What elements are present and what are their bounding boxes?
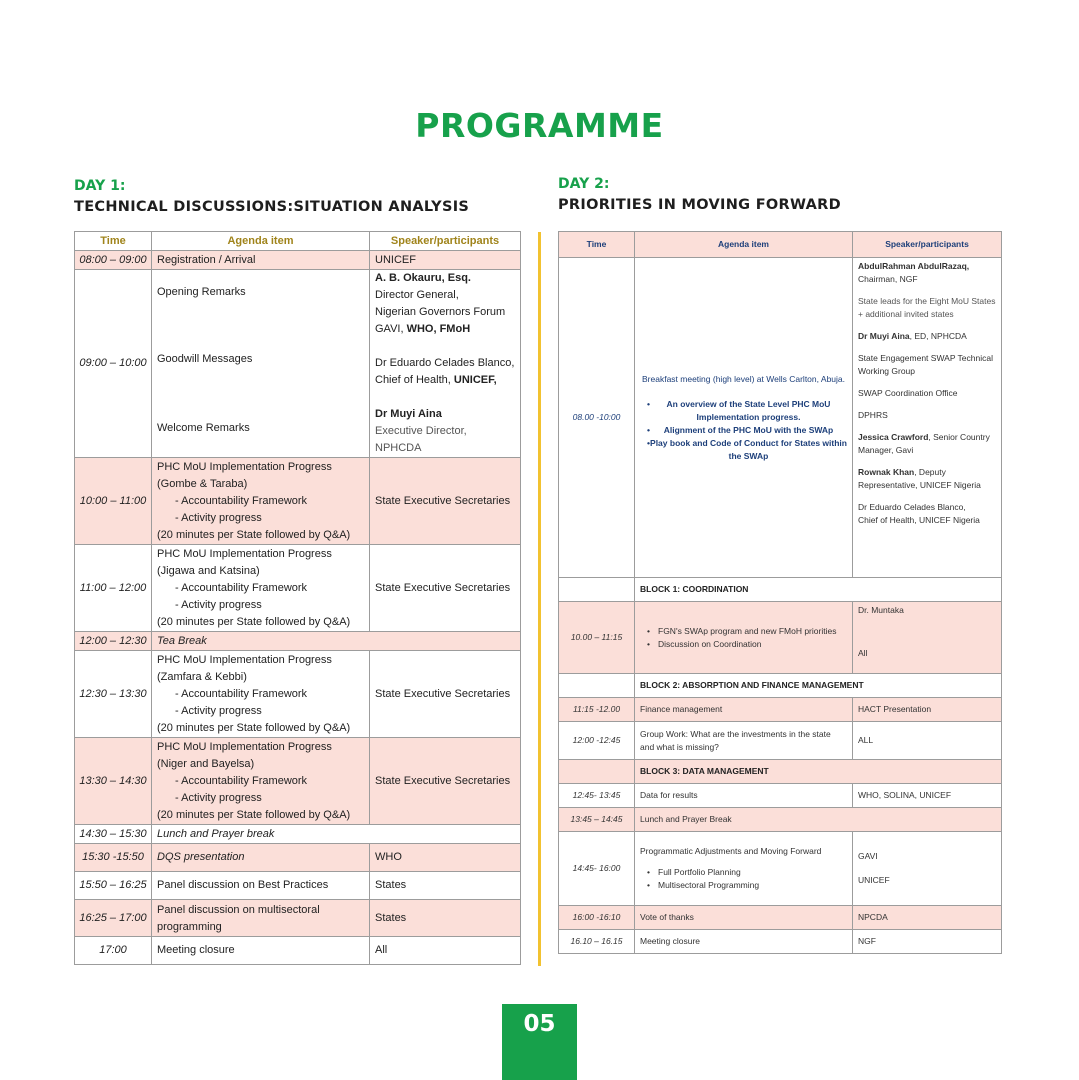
speaker-role <box>375 372 515 389</box>
agenda-note: (20 minutes per State followed by Q&A) <box>157 808 351 821</box>
row-agenda <box>152 651 370 738</box>
row-agenda: Tea Break <box>152 632 521 651</box>
row-speaker: NGF <box>853 930 1002 954</box>
table-row <box>75 900 521 937</box>
row-speaker: States <box>370 872 521 900</box>
row-speaker: All <box>370 937 521 965</box>
speaker-role: Chairman, NGF <box>858 274 918 284</box>
day2-heading <box>558 174 841 216</box>
list-item: • Alignment of the PHC MoU with the SWAp <box>640 424 847 437</box>
row-time: 10.00 – 11:15 <box>559 602 635 674</box>
header-time: Time <box>559 232 635 258</box>
agenda-subitem: - Accountability Framework <box>175 494 308 507</box>
table-row <box>559 602 1002 674</box>
table-row <box>75 270 521 458</box>
speaker-entry: State leads for the Eight MoU States + additional invited states <box>858 296 996 319</box>
row-time: 08:00 – 09:00 <box>75 251 152 270</box>
welcome-remarks: Welcome Remarks <box>157 422 250 434</box>
speaker-celades: Dr Eduardo Celades Blanco, <box>375 357 515 369</box>
block-finance: BLOCK 2: ABSORPTION AND FINANCE MANAGEMENT <box>635 674 1002 698</box>
agenda-list <box>640 866 847 892</box>
row-speaker <box>853 832 1002 906</box>
row-time: 15:50 – 16:25 <box>75 872 152 900</box>
speaker-orgs-b: WHO, FMoH <box>406 323 471 335</box>
row-agenda: Lunch and Prayer Break <box>635 808 1002 832</box>
speaker-name: All <box>858 648 868 658</box>
list-item: • Play book and Code of Conduct for States within the SWAp <box>640 437 847 463</box>
row-agenda: Panel discussion on multisectoral programming <box>152 900 370 937</box>
row-time: 16:00 -16:10 <box>559 906 635 930</box>
table-row <box>75 738 521 825</box>
row-agenda: Vote of thanks <box>635 906 853 930</box>
header-speaker: Speaker/participants <box>370 232 521 251</box>
speaker-role-b: UNICEF, <box>453 374 497 386</box>
column-divider <box>538 232 541 966</box>
row-speaker: ALL <box>853 722 1002 760</box>
day1-label: DAY 1: <box>74 178 126 194</box>
speaker-entry: State Engagement SWAP Technical Working Group <box>858 353 993 376</box>
row-speaker: State Executive Secretaries <box>370 738 521 825</box>
row-speaker: States <box>370 900 521 937</box>
agenda-subitem: - Activity progress <box>175 791 262 804</box>
table-row <box>75 458 521 545</box>
page-number-badge <box>502 1004 577 1080</box>
agenda-subitem: - Activity progress <box>175 704 262 717</box>
row-agenda <box>152 545 370 632</box>
row-agenda: Lunch and Prayer break <box>152 825 521 844</box>
table-row <box>75 872 521 900</box>
speaker-entry <box>858 501 996 527</box>
agenda-note: (20 minutes per State followed by Q&A) <box>157 721 351 734</box>
row-time: 11:00 – 12:00 <box>75 545 152 632</box>
agenda-list <box>640 398 847 463</box>
block-data: BLOCK 3: DATA MANAGEMENT <box>635 760 1002 784</box>
row-agenda <box>635 832 853 906</box>
day1-subtitle: TECHNICAL DISCUSSIONS:SITUATION ANALYSIS <box>74 199 470 215</box>
speaker-entry: SWAP Coordination Office <box>858 388 958 398</box>
row-time: 15:30 -15:50 <box>75 844 152 872</box>
row-agenda <box>635 602 853 674</box>
row-time: 10:00 – 11:00 <box>75 458 152 545</box>
table-row <box>559 832 1002 906</box>
table-row <box>75 651 521 738</box>
row-time: 12:45- 13:45 <box>559 784 635 808</box>
speaker-role-a: Chief of Health, <box>375 374 454 386</box>
speaker-entry <box>858 260 996 286</box>
row-agenda: Panel discussion on Best Practices <box>152 872 370 900</box>
table-row <box>75 545 521 632</box>
day1-heading <box>74 176 469 218</box>
agenda-subitem: - Accountability Framework <box>175 774 308 787</box>
row-speaker: State Executive Secretaries <box>370 458 521 545</box>
table-row <box>559 906 1002 930</box>
row-speaker: NPCDA <box>853 906 1002 930</box>
agenda-subitem: - Activity progress <box>175 511 262 524</box>
speaker-aina: Dr Muyi Aina <box>375 408 442 420</box>
row-time: 13:45 – 14:45 <box>559 808 635 832</box>
row-speaker <box>370 270 521 458</box>
row-agenda <box>152 270 370 458</box>
row-time: 16.10 – 16.15 <box>559 930 635 954</box>
agenda-note: (20 minutes per State followed by Q&A) <box>157 615 351 628</box>
row-time: 14:30 – 15:30 <box>75 825 152 844</box>
row-agenda <box>152 458 370 545</box>
row-time: 14:45- 16:00 <box>559 832 635 906</box>
speaker-entry <box>858 466 996 492</box>
agenda-title: PHC MoU Implementation Progress (Niger and Bayelsa) <box>157 740 332 770</box>
speaker-name: AbdulRahman AbdulRazaq, <box>858 261 970 271</box>
row-time: 09:00 – 10:00 <box>75 270 152 458</box>
table-row <box>75 825 521 844</box>
speaker-name: Jessica Crawford <box>858 432 929 442</box>
speaker-entry: DPHRS <box>858 410 888 420</box>
list-item: • FGN's SWAp program and new FMoH priorities <box>640 625 847 638</box>
row-time: 12:30 – 13:30 <box>75 651 152 738</box>
row-agenda: Group Work: What are the investments in the state and what is missing? <box>635 722 853 760</box>
speaker-role: Director General, <box>375 289 459 301</box>
table-header-row <box>75 232 521 251</box>
day2-label: DAY 2: <box>558 176 610 192</box>
row-agenda: DQS presentation <box>152 844 370 872</box>
agenda-list <box>640 625 847 651</box>
table-row <box>559 722 1002 760</box>
agenda-subitem: - Accountability Framework <box>175 581 308 594</box>
speaker-name: Dr Muyi Aina <box>858 331 910 341</box>
row-time: 12:00 – 12:30 <box>75 632 152 651</box>
speaker-name: UNICEF <box>858 875 890 885</box>
row-agenda: Data for results <box>635 784 853 808</box>
speaker-entry <box>858 330 996 343</box>
table-row <box>75 632 521 651</box>
block-row <box>559 760 1002 784</box>
table-row <box>559 258 1002 578</box>
table-row <box>559 698 1002 722</box>
block-row <box>559 578 1002 602</box>
row-time: 11:15 -12.00 <box>559 698 635 722</box>
day1-agenda-table <box>74 231 521 965</box>
row-agenda: Registration / Arrival <box>152 251 370 270</box>
table-row <box>559 808 1002 832</box>
speaker-orgs-a: GAVI, <box>375 323 407 335</box>
speaker-role: Chief of Health, UNICEF Nigeria <box>858 515 980 525</box>
agenda-title: Programmatic Adjustments and Moving Forward <box>640 846 822 856</box>
block-coordination: BLOCK 1: COORDINATION <box>635 578 1002 602</box>
row-time: 12:00 -12:45 <box>559 722 635 760</box>
speaker-role: Nigerian Governors Forum <box>375 306 506 318</box>
day2-agenda-table <box>558 231 1002 954</box>
row-speaker <box>853 602 1002 674</box>
speaker-okauru: A. B. Okauru, Esq. <box>375 272 471 284</box>
agenda-title: Breakfast meeting (high level) at Wells Carlton, Abuja. <box>642 373 845 384</box>
row-time: 16:25 – 17:00 <box>75 900 152 937</box>
agenda-title: PHC MoU Implementation Progress (Gombe & Taraba) <box>157 460 332 490</box>
table-row <box>559 784 1002 808</box>
table-row <box>75 937 521 965</box>
day2-subtitle: PRIORITIES IN MOVING FORWARD <box>558 197 841 213</box>
header-speaker: Speaker/participants <box>853 232 1002 258</box>
header-time: Time <box>75 232 152 251</box>
header-agenda: Agenda item <box>152 232 370 251</box>
speaker-entry <box>858 431 996 457</box>
list-item: • Full Portfolio Planning <box>640 866 847 879</box>
table-row <box>559 930 1002 954</box>
speaker-role: , Deputy Representative, UNICEF Nigeria <box>858 467 981 490</box>
row-speaker: HACT Presentation <box>853 698 1002 722</box>
table-row <box>75 251 521 270</box>
block-row <box>559 674 1002 698</box>
page-number: 05 <box>523 1011 556 1037</box>
row-time: 17:00 <box>75 937 152 965</box>
agenda-subitem: - Accountability Framework <box>175 687 308 700</box>
row-agenda: Finance management <box>635 698 853 722</box>
row-agenda <box>152 738 370 825</box>
header-agenda: Agenda item <box>635 232 853 258</box>
list-item: • Discussion on Coordination <box>640 638 847 651</box>
agenda-subitem: - Activity progress <box>175 598 262 611</box>
opening-remarks: Opening Remarks <box>157 286 246 298</box>
speaker-role: Executive Director, NPHCDA <box>375 425 467 454</box>
speaker-name: Dr. Muntaka <box>858 605 904 615</box>
row-time: 13:30 – 14:30 <box>75 738 152 825</box>
row-agenda <box>635 258 853 578</box>
speaker-role: , ED, NPHCDA <box>909 331 967 341</box>
row-time: 08.00 -10:00 <box>559 258 635 578</box>
list-item: • Multisectoral Programming <box>640 879 847 892</box>
row-speaker <box>853 258 1002 578</box>
row-speaker: WHO, SOLINA, UNICEF <box>853 784 1002 808</box>
table-row <box>75 844 521 872</box>
table-header-row <box>559 232 1002 258</box>
goodwill-messages: Goodwill Messages <box>157 353 253 365</box>
row-agenda: Meeting closure <box>635 930 853 954</box>
row-agenda: Meeting closure <box>152 937 370 965</box>
list-item: • An overview of the State Level PHC MoU Implementation progress. <box>640 398 847 424</box>
speaker-name: Dr Eduardo Celades Blanco, <box>858 502 966 512</box>
agenda-note: (20 minutes per State followed by Q&A) <box>157 528 351 541</box>
row-speaker: State Executive Secretaries <box>370 545 521 632</box>
agenda-title: PHC MoU Implementation Progress (Jigawa and Katsina) <box>157 547 332 577</box>
speaker-name: GAVI <box>858 851 878 861</box>
speaker-role: , Senior Country Manager, Gavi <box>858 432 990 455</box>
row-speaker: UNICEF <box>370 251 521 270</box>
agenda-title: PHC MoU Implementation Progress (Zamfara & Kebbi) <box>157 653 332 683</box>
speaker-orgs <box>375 321 515 338</box>
speaker-name: Rownak Khan <box>858 467 915 477</box>
page-title: PROGRAMME <box>415 106 664 145</box>
row-speaker: WHO <box>370 844 521 872</box>
row-speaker: State Executive Secretaries <box>370 651 521 738</box>
